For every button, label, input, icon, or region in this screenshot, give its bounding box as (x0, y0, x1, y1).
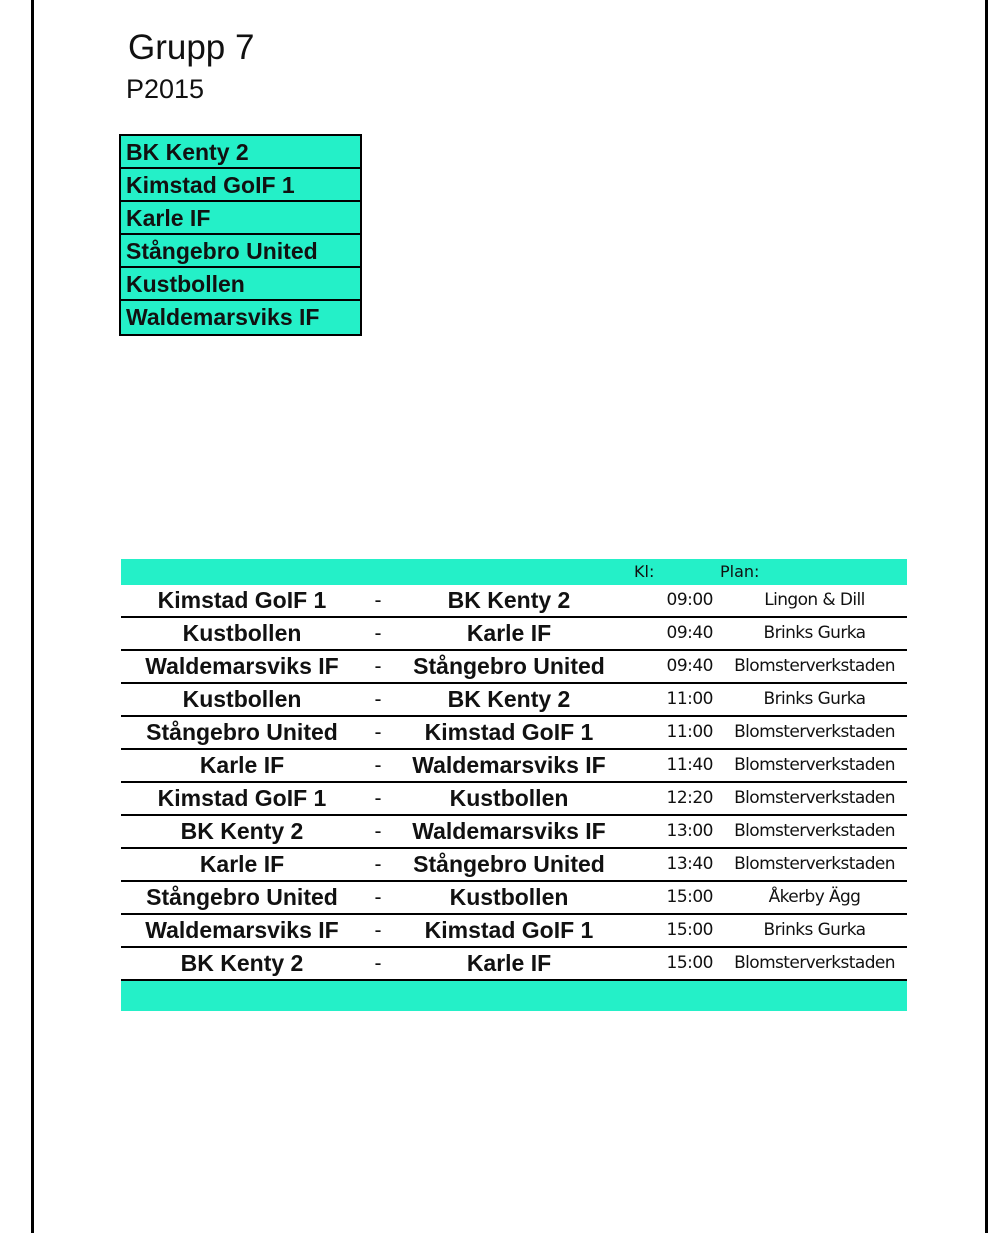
time-column-header: Kl: (634, 562, 655, 581)
schedule-header (121, 559, 907, 585)
group-subtitle: P2015 (126, 74, 205, 104)
match-time: 15:00 (666, 887, 713, 907)
home-team: Stångebro United (146, 719, 338, 745)
home-team: BK Kenty 2 (180, 950, 304, 976)
match-schedule (121, 559, 907, 1011)
home-team: Karle IF (199, 851, 285, 877)
match-row (121, 816, 907, 849)
team-list (119, 134, 362, 336)
page-border-right (985, 0, 988, 1233)
match-separator: - (374, 754, 382, 777)
away-team: Waldemarsviks IF (412, 818, 606, 844)
match-field: Blomsterverkstaden (734, 755, 895, 775)
home-team: Stångebro United (146, 884, 338, 910)
match-time: 15:00 (666, 920, 713, 940)
match-row (121, 783, 907, 816)
away-team: Waldemarsviks IF (412, 752, 606, 778)
field-column-header: Plan: (720, 562, 760, 581)
away-team: Kustbollen (449, 884, 569, 910)
match-separator: - (374, 886, 382, 909)
away-team: Karle IF (466, 950, 552, 976)
match-row (121, 948, 907, 981)
match-field: Blomsterverkstaden (734, 821, 895, 841)
schedule-footer (121, 981, 907, 1011)
match-field: Blomsterverkstaden (734, 953, 895, 973)
match-row (121, 585, 907, 618)
match-row (121, 750, 907, 783)
match-separator: - (374, 952, 382, 975)
match-row (121, 651, 907, 684)
match-separator: - (374, 919, 382, 942)
match-row (121, 915, 907, 948)
match-row (121, 849, 907, 882)
match-row (121, 717, 907, 750)
match-field: Brinks Gurka (763, 920, 866, 940)
match-separator: - (374, 853, 382, 876)
team-cell: Kustbollen (121, 268, 360, 301)
away-team: Stångebro United (413, 851, 605, 877)
match-time: 12:20 (666, 788, 713, 808)
match-row (121, 618, 907, 651)
home-team: Kimstad GoIF 1 (157, 785, 327, 811)
group-title: Grupp 7 (128, 28, 255, 67)
team-cell: Stångebro United (121, 235, 360, 268)
match-separator: - (374, 787, 382, 810)
match-time: 13:00 (666, 821, 713, 841)
match-time: 11:00 (666, 722, 713, 742)
match-separator: - (374, 820, 382, 843)
team-cell: Kimstad GoIF 1 (121, 169, 360, 202)
home-team: Karle IF (199, 752, 285, 778)
match-field: Brinks Gurka (763, 623, 866, 643)
away-team: Kimstad GoIF 1 (424, 719, 594, 745)
match-row (121, 684, 907, 717)
match-separator: - (374, 622, 382, 645)
away-team: BK Kenty 2 (447, 686, 571, 712)
team-cell: Waldemarsviks IF (126, 304, 320, 330)
away-team: Stångebro United (413, 653, 605, 679)
away-team: Karle IF (466, 620, 552, 646)
match-time: 09:40 (666, 656, 713, 676)
match-time: 09:00 (666, 590, 713, 610)
home-team: BK Kenty 2 (180, 818, 304, 844)
match-time: 15:00 (666, 953, 713, 973)
page-border-left (31, 0, 34, 1233)
home-team: Kustbollen (182, 686, 302, 712)
home-team: Kimstad GoIF 1 (157, 587, 327, 613)
match-field: Blomsterverkstaden (734, 722, 895, 742)
team-cell: BK Kenty 2 (121, 136, 360, 169)
home-team: Kustbollen (182, 620, 302, 646)
match-separator: - (374, 589, 382, 612)
home-team: Waldemarsviks IF (145, 917, 339, 943)
home-team: Waldemarsviks IF (145, 653, 339, 679)
match-time: 11:40 (666, 755, 713, 775)
away-team: Kustbollen (449, 785, 569, 811)
match-field: Åkerby Ägg (768, 887, 861, 907)
match-field: Blomsterverkstaden (734, 854, 895, 874)
match-field: Blomsterverkstaden (734, 788, 895, 808)
match-separator: - (374, 655, 382, 678)
match-time: 09:40 (666, 623, 713, 643)
match-field: Blomsterverkstaden (734, 656, 895, 676)
match-row (121, 882, 907, 915)
match-separator: - (374, 688, 382, 711)
away-team: Kimstad GoIF 1 (424, 917, 594, 943)
team-cell: Karle IF (121, 202, 360, 235)
match-field: Brinks Gurka (763, 689, 866, 709)
away-team: BK Kenty 2 (447, 587, 571, 613)
match-field: Lingon & Dill (764, 590, 865, 610)
match-separator: - (374, 721, 382, 744)
match-time: 13:40 (666, 854, 713, 874)
match-time: 11:00 (666, 689, 713, 709)
